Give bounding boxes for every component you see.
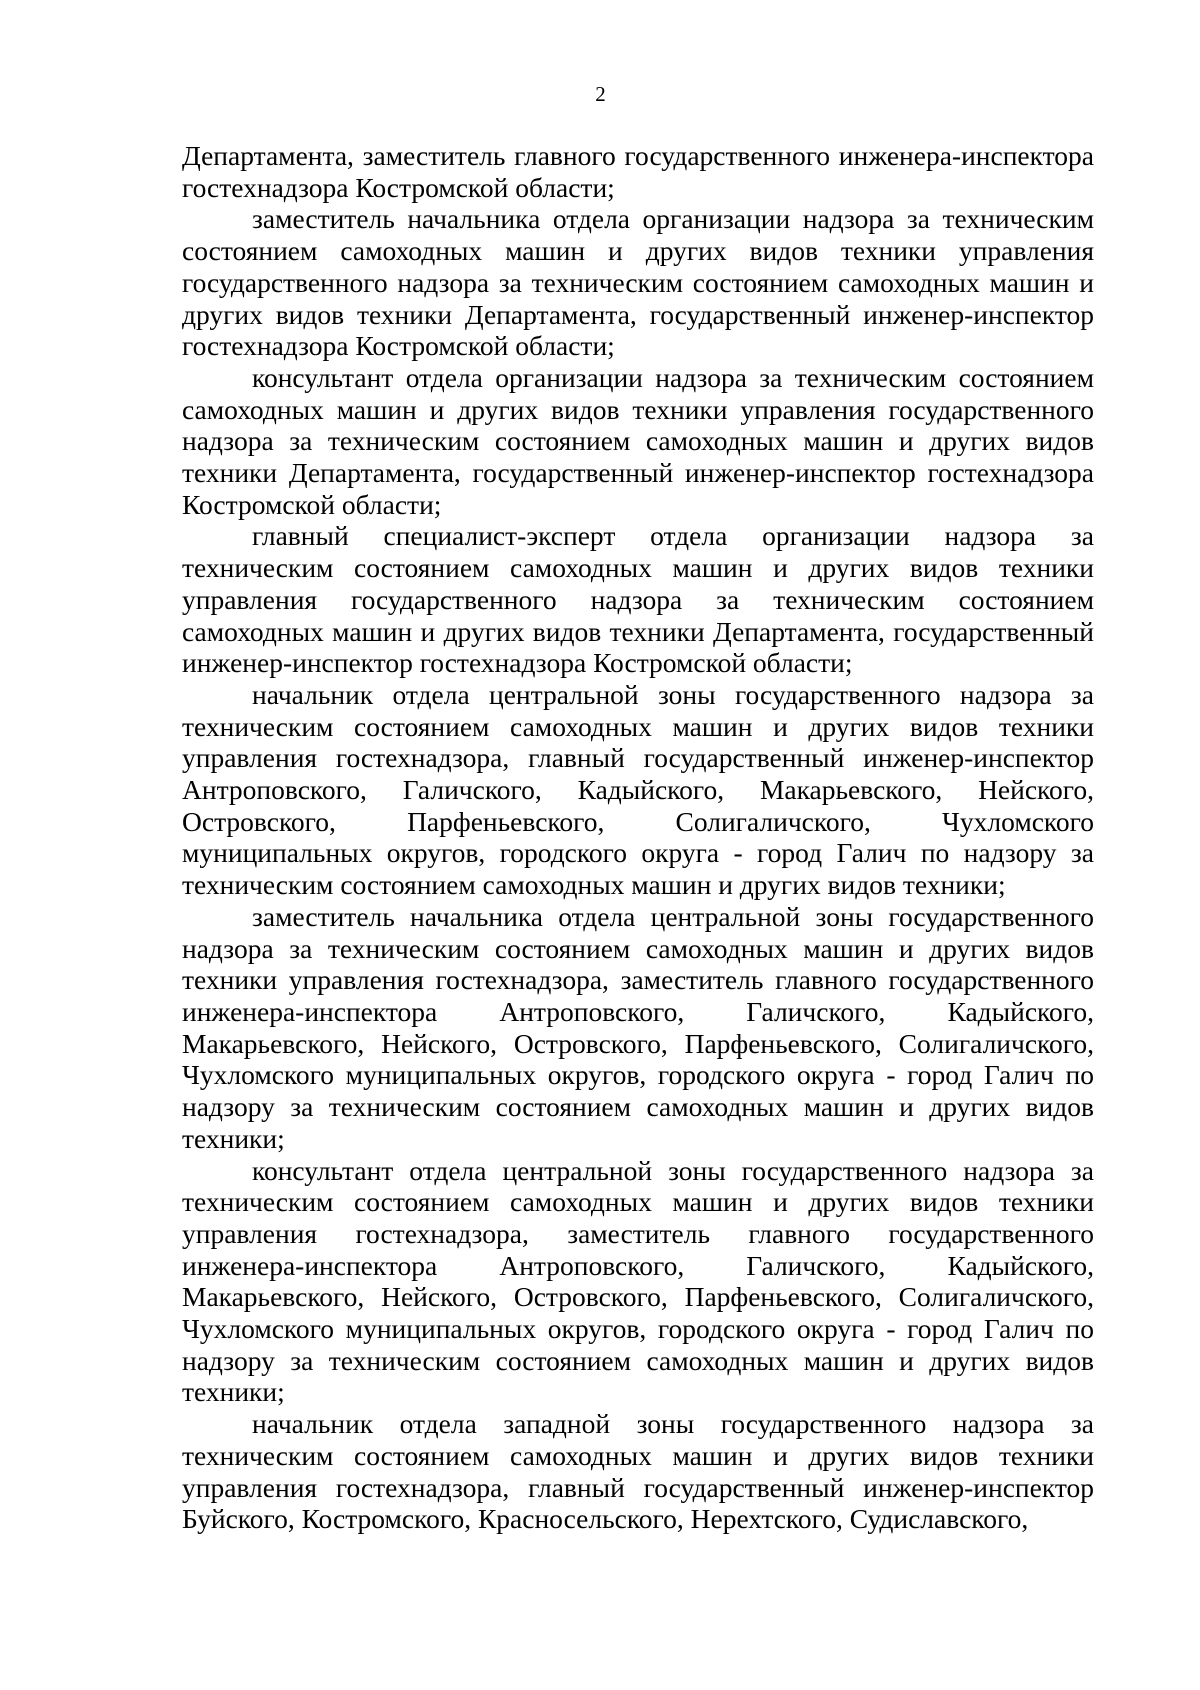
paragraph: начальник отдела центральной зоны государственного надзора за техническим состоянием самоходных машин и других видов техники управления гостехнадзора, главный государственный инженер-инспектор Антроповского, Галичского, Кадыйского, Макарьевского, Нейского, Островского, Парфеньевского, Солигаличского, Чухломского муниципальных округов, городского округа - город Галич по надзору за техническим состоянием самоходных машин и других видов техники;: [182, 678, 1094, 901]
paragraph: консультант отдела организации надзора за техническим состоянием самоходных машин и других видов техники управления государственного надзора за техническим состоянием самоходных машин и других видов техники Департамента, государственный инженер-инспектор гостехнадзора Костромской области;: [182, 361, 1094, 520]
paragraph: Департамента, заместитель главного государственного инженера-инспектора гостехнадзора Костромской области;: [182, 140, 1094, 203]
page-number: 2: [595, 82, 606, 106]
paragraph: заместитель начальника отдела организации надзора за техническим состоянием самоходных машин и других видов техники управления государственного надзора за техническим состоянием самоходных машин и других видов техники Департамента, государственный инженер-инспектор гостехнадзора Костромской области;: [182, 203, 1094, 362]
paragraph: заместитель начальника отдела центральной зоны государственного надзора за техническим состоянием самоходных машин и других видов техники управления гостехнадзора, заместитель главного государственного инженера-инспектора Антроповского, Галичского, Кадыйского, Макарьевского, Нейского, Островского, Парфеньевского, Солигаличского, Чухломского муниципальных округов, городского округа - город Галич по надзору за техническим состоянием самоходных машин и других видов техники;: [182, 900, 1094, 1154]
paragraph: начальник отдела западной зоны государственного надзора за техническим состоянием самоходных машин и других видов техники управления гостехнадзора, главный государственный инженер-инспектор Буйского, Костромского, Красносельского, Нерехтского, Судиславского,: [182, 1408, 1094, 1535]
paragraph: главный специалист-эксперт отдела организации надзора за техническим состоянием самоходных машин и других видов техники управления государственного надзора за техническим состоянием самоходных машин и других видов техники Департамента, государственный инженер-инспектор гостехнадзора Костромской области;: [182, 520, 1094, 679]
document-body: [182, 140, 1094, 1535]
paragraph: консультант отдела центральной зоны государственного надзора за техническим состоянием самоходных машин и других видов техники управления гостехнадзора, заместитель главного государственного инженера-инспектора Антроповского, Галичского, Кадыйского, Макарьевского, Нейского, Островского, Парфеньевского, Солигаличского, Чухломского муниципальных округов, городского округа - город Галич по надзору за техническим состоянием самоходных машин и других видов техники;: [182, 1154, 1094, 1408]
